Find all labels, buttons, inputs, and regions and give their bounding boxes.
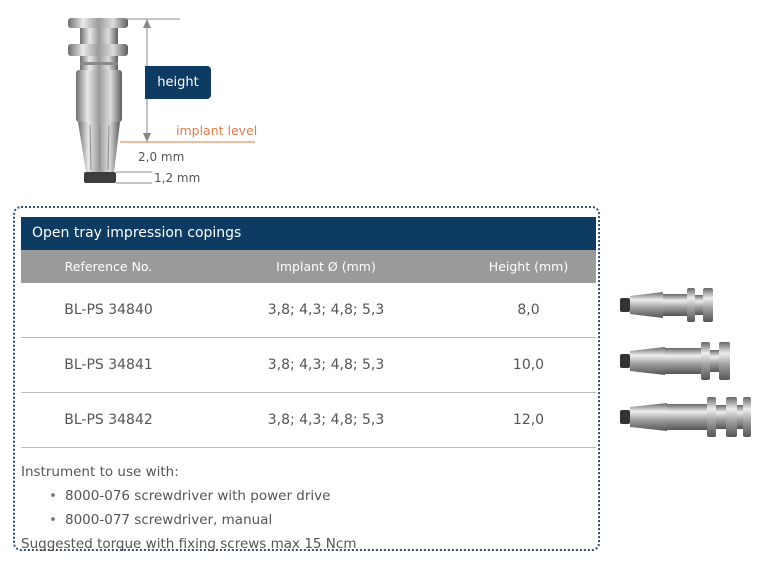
cell-reference: BL-PS 34841 bbox=[64, 357, 153, 373]
table-row bbox=[21, 338, 596, 393]
cell-reference: BL-PS 34842 bbox=[64, 412, 153, 428]
product-table-panel bbox=[13, 206, 600, 551]
instrument-notes bbox=[21, 460, 356, 556]
cell-height: 10,0 bbox=[512, 357, 545, 373]
table-row bbox=[21, 393, 596, 448]
table-row bbox=[21, 283, 596, 338]
instrument-intro: Instrument to use with: bbox=[21, 464, 179, 480]
list-item: • 8000-077 screwdriver, manual bbox=[49, 508, 356, 532]
header-implant-diameter: Implant Ø (mm) bbox=[276, 259, 376, 274]
coping-image-10mm bbox=[615, 336, 755, 386]
cell-height: 8,0 bbox=[517, 302, 540, 318]
coping-image-8mm bbox=[615, 280, 755, 330]
cell-reference: BL-PS 34840 bbox=[64, 302, 153, 318]
height-label: height bbox=[145, 66, 211, 99]
coping-image-12mm bbox=[615, 392, 755, 442]
implant-level-label: implant level bbox=[176, 123, 258, 138]
table-title: Open tray impression copings bbox=[21, 217, 596, 250]
dimension-label-2mm: 2,0 mm bbox=[138, 150, 185, 164]
cell-implant-diameter: 3,8; 4,3; 4,8; 5,3 bbox=[267, 412, 385, 428]
cell-implant-diameter: 3,8; 4,3; 4,8; 5,3 bbox=[267, 357, 385, 373]
instrument-list bbox=[21, 484, 356, 532]
table-header-row bbox=[21, 250, 596, 283]
cell-implant-diameter: 3,8; 4,3; 4,8; 5,3 bbox=[267, 302, 385, 318]
header-reference: Reference No. bbox=[64, 259, 153, 274]
coping-dimension-diagram bbox=[0, 0, 330, 195]
list-item: • 8000-076 screwdriver with power drive bbox=[49, 484, 356, 508]
dimension-label-1-2mm: 1,2 mm bbox=[154, 171, 201, 185]
header-height: Height (mm) bbox=[488, 259, 569, 274]
torque-note: Suggested torque with fixing screws max 15 Ncm bbox=[21, 536, 357, 552]
cell-height: 12,0 bbox=[512, 412, 545, 428]
